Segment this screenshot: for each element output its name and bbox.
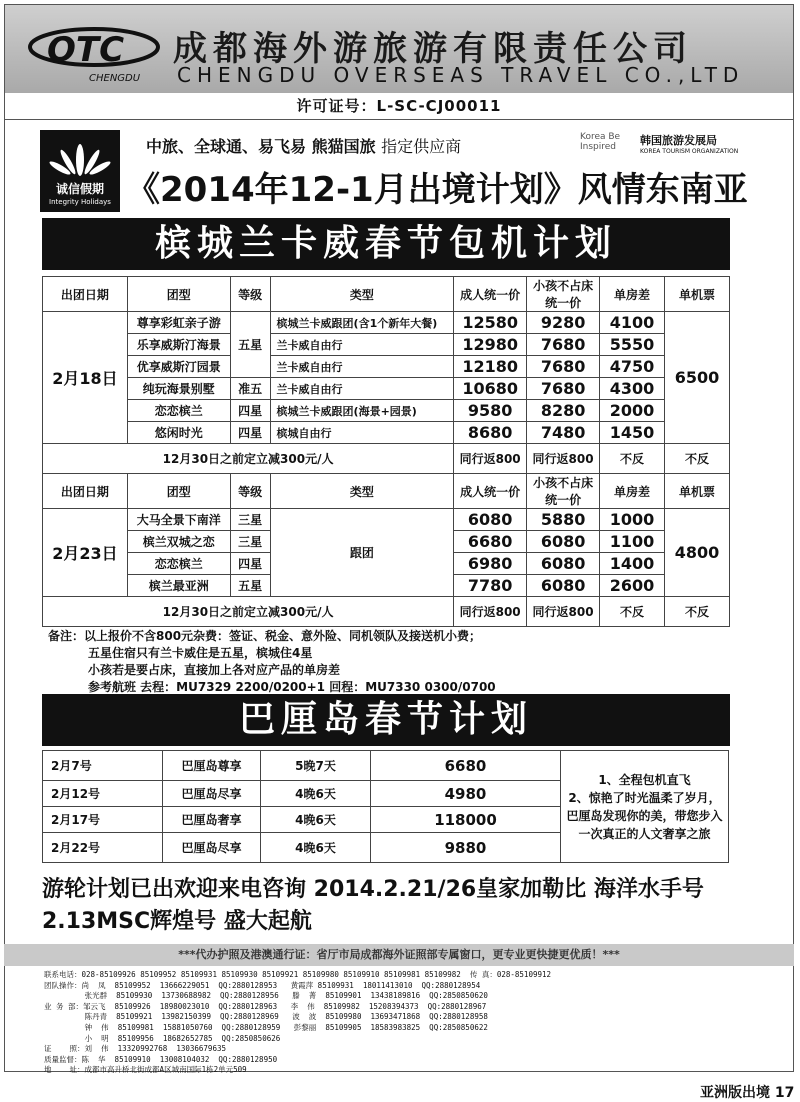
child-price: 6080: [527, 553, 600, 575]
adult-price: 7780: [454, 575, 527, 597]
adult-price: 6680: [454, 531, 527, 553]
notes: [48, 628, 496, 696]
rebate: 同行返800: [454, 444, 527, 474]
note-line: 五星住宿只有兰卡威住是五星，槟城住4星: [88, 646, 313, 660]
group-type: 悠闲时光: [127, 422, 230, 444]
table-row: [43, 334, 730, 356]
table-row: [43, 378, 730, 400]
bali-table: [42, 750, 729, 863]
banner-penang-langkawi: 槟城兰卡威春节包机计划: [42, 218, 730, 270]
child-price: 9280: [527, 312, 600, 334]
tour-type: 兰卡威自由行: [270, 334, 454, 356]
adult-price: 8680: [454, 422, 527, 444]
note-line: 小孩若是要占床，直接加上各对应产品的单房差: [88, 663, 341, 677]
rebate: 同行返800: [527, 444, 600, 474]
child-price: 7680: [527, 378, 600, 400]
penang-table: [42, 276, 730, 627]
tourism-org-en: KOREA TOURISM ORGANIZATION: [640, 148, 739, 155]
star-level: 四星: [230, 553, 270, 575]
tour-type: 槟城自由行: [270, 422, 454, 444]
col-header: 小孩不占床统一价: [527, 277, 600, 312]
visa-service-bar: ***代办护照及港澳通行证：省厅市局成都海外证照部专属窗口，更专业更快捷更优质！***: [4, 944, 794, 966]
bali-package: 巴厘岛奢享: [163, 807, 261, 833]
bali-price: 118000: [371, 807, 561, 833]
col-header: 小孩不占床统一价: [527, 474, 600, 509]
bali-date: 2月22号: [43, 833, 163, 863]
star-level: 五星: [230, 312, 270, 378]
child-price: 7480: [527, 422, 600, 444]
highlight-line: 2、惊艳了时光温柔了岁月，: [568, 790, 721, 805]
bali-duration: 4晚6天: [261, 781, 371, 807]
star-level: 准五: [230, 378, 270, 400]
table-row: [43, 312, 730, 334]
logo-text: OTC: [47, 30, 125, 70]
col-header: 等级: [230, 474, 270, 509]
company-name-cn: 成都海外游旅游有限责任公司: [173, 29, 693, 69]
col-header: 单房差: [600, 277, 665, 312]
adult-price: 12980: [454, 334, 527, 356]
single-supplement: 2600: [600, 575, 665, 597]
bali-duration: 5晚7天: [261, 751, 371, 781]
child-price: 6080: [527, 575, 600, 597]
brand-sub: Integrity Holidays: [49, 198, 111, 206]
depart-date: 2月23日: [43, 509, 128, 597]
tour-type: 兰卡威自由行: [270, 378, 454, 400]
highlight-line: 巴厘岛发现你的美，带您步入: [566, 808, 723, 823]
star-level: 四星: [230, 400, 270, 422]
bali-date: 2月17号: [43, 807, 163, 833]
tour-type: 槟城兰卡威跟团(含1个新年大餐): [270, 312, 454, 334]
otc-logo: [27, 17, 162, 85]
col-header: 单机票: [665, 277, 730, 312]
group-type: 槟兰双城之恋: [127, 531, 230, 553]
bali-duration: 4晚6天: [261, 833, 371, 863]
logo-city: CHENGDU: [89, 73, 141, 84]
rebate: 同行返800: [527, 597, 600, 627]
single-supplement: 1000: [600, 509, 665, 531]
child-price: 6080: [527, 531, 600, 553]
single-supplement: 1100: [600, 531, 665, 553]
group-type: 优享威斯汀园景: [127, 356, 230, 378]
group-type: 恋恋槟兰: [127, 553, 230, 575]
col-header: 单机票: [665, 474, 730, 509]
adult-price: 9580: [454, 400, 527, 422]
tourism-org-name: 韩国旅游发展局: [640, 134, 717, 147]
table-row: [43, 356, 730, 378]
single-supplement: 2000: [600, 400, 665, 422]
cruise-line: 游轮计划已出欢迎来电咨询 2014.2.21/26皇家加勒比 海洋水手号: [42, 877, 704, 902]
group-type: 乐享威斯汀海景: [127, 334, 230, 356]
brand-logo: [40, 130, 120, 212]
col-header: 成人统一价: [454, 474, 527, 509]
header: [5, 5, 793, 93]
single-supplement: 5550: [600, 334, 665, 356]
suppliers-list: 中旅、全球通、易飞易 熊猫国旅: [146, 137, 376, 156]
bali-price: 9880: [371, 833, 561, 863]
col-header: 类型: [270, 277, 454, 312]
no-rebate: 不反: [665, 444, 730, 474]
tourism-org-logo: [640, 132, 750, 155]
brand-name: 诚信假期: [55, 182, 104, 196]
single-supplement: 4300: [600, 378, 665, 400]
group-type: 恋恋槟兰: [127, 400, 230, 422]
cruise-promo: [42, 874, 704, 938]
star-level: 四星: [230, 422, 270, 444]
contact-block: 联系电话：028-85109926 85109952 85109931 85109930 85109921 85109980 85109910 85109981 85109982 传 真：028-85109912 团队操作：尚 凤 85109952 13666229051 QQ:2880128953 黄霞萍 85109931 18011413010 QQ:2880128954 张光群 85109930 13730688982 QQ:2880128956 滕 菁 85109901 13438189816 QQ:2850850620 业 务 部：邹云飞 85109926 18980023010 QQ:2880128963 李 伟 85109982 15208394373 QQ:2880128967 陈丹青 85109921 13982150399 QQ:2880128969 波 波 85109980 13693471868 QQ:2880128958 钟 伟 85109981 15881050760 QQ:2880128959 彭黎丽 85109905 18583983825 QQ:2850850622 小 明 85109956 18682652785 QQ:2850850626 证 照：刘 伟 13320992768 13036679635 质量监督：陈 华 85109910 13008104032 QQ:2880128950 地 址：成都市高升桥北街成都A区城南国际1栋2单元509: [44, 970, 552, 1075]
cruise-line: 2.13MSC辉煌号 盛大起航: [42, 909, 312, 934]
star-level: 三星: [230, 531, 270, 553]
promo-row: [43, 597, 730, 627]
adult-price: 12580: [454, 312, 527, 334]
single-supplement: 1400: [600, 553, 665, 575]
promo-text: 12月30日之前定立减300元/人: [43, 597, 454, 627]
promo-text: 12月30日之前定立减300元/人: [43, 444, 454, 474]
col-header: 团型: [127, 277, 230, 312]
bali-price: 4980: [371, 781, 561, 807]
bali-duration: 4晚6天: [261, 807, 371, 833]
star-level: 五星: [230, 575, 270, 597]
promo-row: [43, 444, 730, 474]
tour-type: 跟团: [270, 509, 454, 597]
table-header-row: [43, 277, 730, 312]
main-title: 《2014年12-1月出境计划》风情东南亚: [126, 170, 748, 210]
col-header: 出团日期: [43, 474, 128, 509]
highlight-line: 1、全程包机直飞: [598, 772, 691, 787]
bali-highlights: [561, 751, 729, 863]
tour-type: 槟城兰卡威跟团(海景+园景): [270, 400, 454, 422]
highlight-line: 一次真正的人文奢享之旅: [578, 826, 711, 841]
child-price: 7680: [527, 334, 600, 356]
tour-type: 兰卡威自由行: [270, 356, 454, 378]
col-header: 等级: [230, 277, 270, 312]
single-supplement: 1450: [600, 422, 665, 444]
bali-price: 6680: [371, 751, 561, 781]
single-supplement: 4750: [600, 356, 665, 378]
child-price: 5880: [527, 509, 600, 531]
ticket-price: 6500: [665, 312, 730, 444]
adult-price: 6080: [454, 509, 527, 531]
child-price: 7680: [527, 356, 600, 378]
depart-date: 2月18日: [43, 312, 128, 444]
banner-bali: 巴厘岛春节计划: [42, 694, 730, 746]
table-row: [43, 509, 730, 531]
col-header: 团型: [127, 474, 230, 509]
adult-price: 12180: [454, 356, 527, 378]
col-header: 出团日期: [43, 277, 128, 312]
suppliers-line: [146, 134, 461, 157]
flower-icon: [40, 130, 120, 180]
note-line: 参考航班 去程：MU7329 2200/0200+1 回程：MU7330 0300/0700: [88, 680, 496, 694]
bali-package: 巴厘岛尽享: [163, 781, 261, 807]
table-header-row: [43, 474, 730, 509]
no-rebate: 不反: [600, 597, 665, 627]
bali-package: 巴厘岛尽享: [163, 833, 261, 863]
bali-date: 2月12号: [43, 781, 163, 807]
license-number: 许可证号：L-SC-CJ00011: [5, 93, 793, 120]
group-type: 槟兰最亚洲: [127, 575, 230, 597]
child-price: 8280: [527, 400, 600, 422]
group-type: 大马全景下南洋: [127, 509, 230, 531]
col-header: 单房差: [600, 474, 665, 509]
col-header: 类型: [270, 474, 454, 509]
no-rebate: 不反: [600, 444, 665, 474]
bali-package: 巴厘岛尊享: [163, 751, 261, 781]
adult-price: 6980: [454, 553, 527, 575]
no-rebate: 不反: [665, 597, 730, 627]
table-row: [43, 422, 730, 444]
single-supplement: 4100: [600, 312, 665, 334]
page-footer: 亚洲版出境 17: [700, 1085, 795, 1101]
col-header: 成人统一价: [454, 277, 527, 312]
note-line: 备注：以上报价不含800元杂费：签证、税金、意外险、同机领队及接送机小费；: [48, 629, 482, 643]
table-row: [43, 400, 730, 422]
group-type: 纯玩海景别墅: [127, 378, 230, 400]
suppliers-suffix: 指定供应商: [381, 137, 462, 156]
group-type: 尊享彩虹亲子游: [127, 312, 230, 334]
korea-logo: Korea Be Inspired: [580, 132, 621, 152]
table-row: [43, 751, 729, 781]
ticket-price: 4800: [665, 509, 730, 597]
adult-price: 10680: [454, 378, 527, 400]
company-name-en: CHENGDU OVERSEAS TRAVEL CO.,LTD: [177, 63, 745, 87]
star-level: 三星: [230, 509, 270, 531]
bali-date: 2月7号: [43, 751, 163, 781]
rebate: 同行返800: [454, 597, 527, 627]
